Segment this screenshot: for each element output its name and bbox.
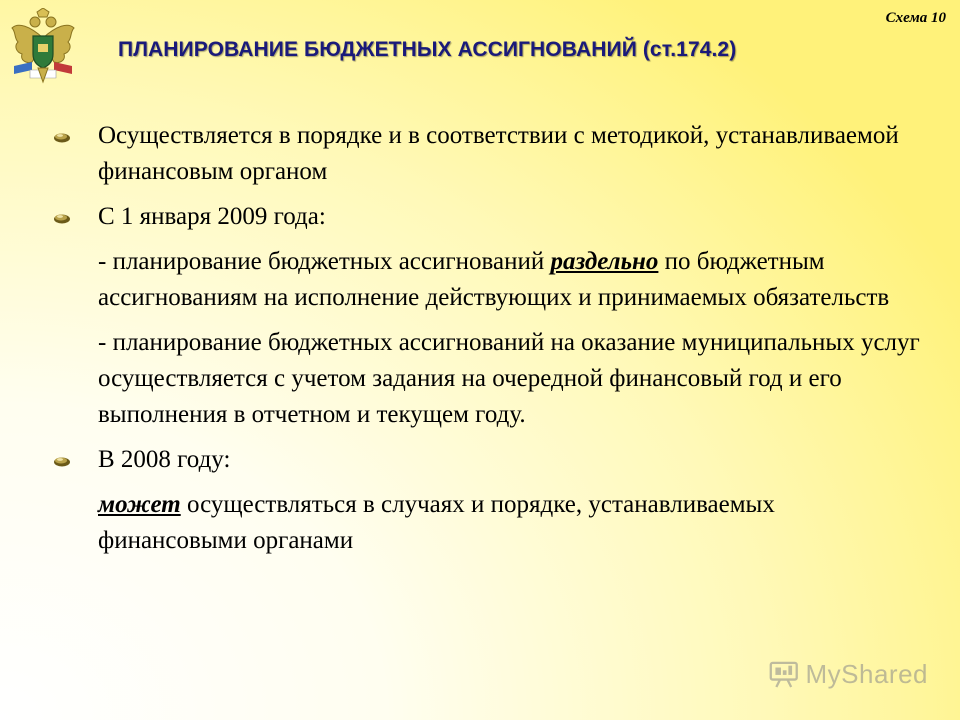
content-body xyxy=(50,118,920,568)
bullet-icon xyxy=(53,455,71,467)
presentation-board-icon xyxy=(768,659,800,689)
bullet-text: В 2008 году: xyxy=(98,446,231,473)
para-text: - планирование бюджетных ассигнований на оказание муниципальных услуг осуществляется с учетом задания на очередной финансовый год и его выполнения в отчетном и текущем году. xyxy=(98,329,920,428)
bullet-item xyxy=(50,199,920,235)
bullet-text: Осуществляется в порядке и в соответствии с методикой, устанавливаемой финансовым органом xyxy=(98,122,899,185)
sub-paragraph xyxy=(50,325,920,433)
bullet-icon xyxy=(53,131,71,143)
para-text: осуществляться в случаях и порядке, устанавливаемых финансовыми органами xyxy=(98,491,775,554)
para-text: - планирование бюджетных ассигнований xyxy=(98,248,551,275)
emphasis-text: может xyxy=(98,491,181,518)
bullet-item xyxy=(50,118,920,190)
slide-title: ПЛАНИРОВАНИЕ БЮДЖЕТНЫХ АССИГНОВАНИЙ (ст.174.2) xyxy=(118,38,737,61)
bullet-icon xyxy=(53,212,71,224)
scheme-label: Схема 10 xyxy=(885,10,946,26)
emphasis-text: раздельно xyxy=(550,248,659,275)
bullet-text: С 1 января 2009 года: xyxy=(98,203,326,230)
bullet-item xyxy=(50,442,920,478)
para-text: по бюджетным ассигнованиям на исполнение действующих и принимаемых обязательств xyxy=(98,248,890,311)
sub-paragraph xyxy=(50,487,920,559)
coat-of-arms-emblem-icon xyxy=(8,8,78,84)
sub-paragraph xyxy=(50,244,920,316)
watermark xyxy=(768,656,928,692)
watermark-text: MyShared xyxy=(805,658,928,689)
